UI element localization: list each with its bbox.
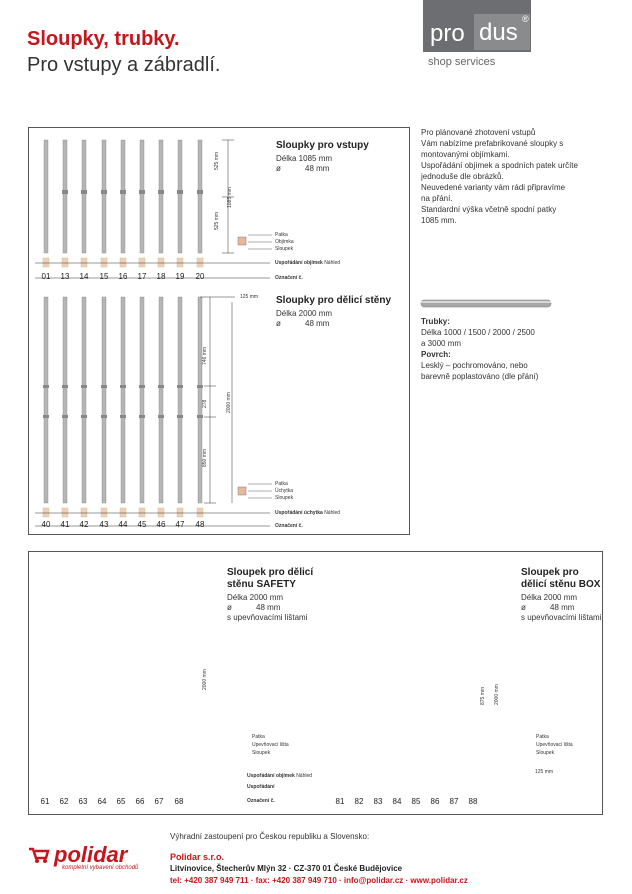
- box2-number: 45: [137, 520, 147, 529]
- box1-clamp: [177, 190, 183, 194]
- box1-preview-marker: [62, 258, 68, 267]
- box2-clip: [177, 385, 183, 388]
- box2-post: [178, 297, 182, 503]
- box2-row-label-1: Uspořádání úchytka Náhled: [275, 510, 341, 516]
- box2-preview-marker: [101, 508, 107, 517]
- box2-post: [82, 297, 86, 503]
- box2-number: 42: [79, 520, 89, 529]
- box-title-2: dělicí stěnu BOX: [521, 579, 601, 590]
- box2-clip: [139, 385, 145, 388]
- box2-dim-b: 278: [202, 399, 208, 408]
- box1-number: 16: [118, 272, 128, 281]
- box2-dim-c: 850 mm: [202, 448, 208, 467]
- footer-address: Litvínovice, Štecherův Mlýn 32 · CZ-370 01 České Budějovice: [170, 864, 403, 873]
- box2-legend-1: Úchytka: [275, 488, 294, 494]
- box2-post: [121, 297, 125, 503]
- safety-number: 63: [78, 797, 88, 806]
- box1-clamp: [120, 190, 126, 194]
- box2-legend-swatch: [238, 487, 246, 495]
- box2-clip: [43, 385, 49, 388]
- safety-legend-1: Upevňovací lišta: [252, 742, 289, 748]
- box1-dim-bottom: 525 mm: [214, 211, 220, 230]
- box2-title: Sloupky pro dělicí stěny: [276, 295, 392, 306]
- safety-title-2: stěnu SAFETY: [227, 579, 296, 590]
- box2-clip: [81, 415, 87, 418]
- box1-number: 13: [60, 272, 70, 281]
- box1-legend-swatch: [238, 237, 246, 245]
- box1-preview-marker: [139, 258, 145, 267]
- safety-dim: 2000 mm: [202, 669, 208, 690]
- box2-clip: [101, 415, 107, 418]
- box1-clamp: [139, 190, 145, 194]
- box2-clip: [158, 385, 164, 388]
- box1-posts: [43, 140, 203, 267]
- box1-title: Sloupky pro vstupy: [276, 140, 369, 151]
- info-paragraph: Pro plánované zhotovení vstupů Vám nabízíme prefabrikované sloupky s montovanými objímkami. Uspořádání objímek a spodních patek určíte jednoduše dle obrázků. Neuvedené varianty vám rádi připravíme na přání. Standardní výška včetně spodní patky 1085 mm.: [421, 128, 578, 225]
- box1-dim-total: 1085 mm: [227, 187, 233, 208]
- box2-clip: [81, 385, 87, 388]
- logo-subtitle: shop services: [428, 56, 496, 68]
- box-dim-total: 2000 mm: [494, 684, 500, 705]
- box2-preview-marker: [177, 508, 183, 517]
- box2-clip: [120, 385, 126, 388]
- box2-dim-total: 2000 mm: [226, 392, 232, 413]
- box1-preview-marker: [177, 258, 183, 267]
- box1-post: [121, 140, 125, 253]
- box1-clamp: [62, 190, 68, 194]
- box-legend-1: Upevňovací lišta: [536, 742, 573, 748]
- box2-clip: [43, 415, 49, 418]
- box1-length: Délka 1085 mm: [276, 154, 333, 163]
- box1-post: [198, 140, 202, 253]
- safety-legend-0: Patka: [252, 734, 265, 740]
- safety-number: 64: [97, 797, 107, 806]
- footer-contact: tel: +420 387 949 711 · fax: +420 387 949 710 · info@polidar.cz · www.polidar.cz: [170, 876, 468, 885]
- safety-diam: 48 mm: [256, 603, 281, 612]
- box2-post: [44, 297, 48, 503]
- safety-number: 67: [154, 797, 164, 806]
- box-number: 84: [392, 797, 402, 806]
- box2-dim-top: 125 mm: [240, 294, 259, 300]
- safety-legend-2: Sloupek: [252, 750, 271, 756]
- box1-clamp: [158, 190, 164, 194]
- box2-preview-marker: [81, 508, 87, 517]
- box-title-1: Sloupek pro: [521, 567, 579, 578]
- box2-clip: [139, 415, 145, 418]
- footer-represent: Výhradní zastoupení pro Českou republiku a Slovensko:: [170, 832, 370, 841]
- box1-legend-1: Objímka: [275, 239, 294, 245]
- box-dim-a: 875 mm: [480, 686, 486, 705]
- safety-diam-symbol: ø: [227, 603, 232, 612]
- box1-post: [159, 140, 163, 253]
- box1-dim-top: 525 mm: [214, 151, 220, 170]
- box1-legend-2: Sloupek: [275, 246, 294, 252]
- box-number: 85: [411, 797, 421, 806]
- safety-number: 61: [40, 797, 50, 806]
- box2-number: 41: [60, 520, 70, 529]
- panel-safety-box: [28, 551, 603, 815]
- box1-row-label-1: Uspořádání objímek Náhled: [275, 260, 341, 266]
- box1-post: [63, 140, 67, 253]
- box1-diameter: 48 mm: [305, 164, 330, 173]
- safety-number: 65: [116, 797, 126, 806]
- box2-clip: [177, 415, 183, 418]
- box1-number: 18: [156, 272, 166, 281]
- box1-post: [44, 140, 48, 253]
- box-number: 81: [335, 797, 345, 806]
- box2-length: Délka 2000 mm: [276, 309, 333, 318]
- box2-post: [140, 297, 144, 503]
- box2-clip: [197, 415, 203, 418]
- box-note: s upevňovacími lištami: [521, 613, 602, 622]
- box-length: Délka 2000 mm: [521, 593, 578, 602]
- box-diam-symbol: ø: [521, 603, 526, 612]
- box2-dim-a: 746 mm: [202, 346, 208, 365]
- box-dim-bottom: 125 mm: [535, 769, 554, 775]
- box1-number: 20: [195, 272, 205, 281]
- box2-clip: [120, 415, 126, 418]
- box2-preview-marker: [43, 508, 49, 517]
- safety-length: Délka 2000 mm: [227, 593, 284, 602]
- box-number: 83: [373, 797, 383, 806]
- box-diam: 48 mm: [550, 603, 575, 612]
- box1-diam-symbol: ø: [276, 164, 281, 173]
- box1-number: 17: [137, 272, 147, 281]
- box1-number: 01: [41, 272, 51, 281]
- box2-diameter: 48 mm: [305, 319, 330, 328]
- box2-legend-2: Sloupek: [275, 495, 294, 501]
- box2-post: [159, 297, 163, 503]
- box-number: 88: [468, 797, 478, 806]
- box2-number: 46: [156, 520, 166, 529]
- box2-number: 40: [41, 520, 51, 529]
- box1-preview-marker: [120, 258, 126, 267]
- box2-preview-marker: [197, 508, 203, 517]
- box1-clamp: [197, 190, 203, 194]
- safety-note: s upevňovacími lištami: [227, 613, 308, 622]
- safety-title-1: Sloupek pro dělicí: [227, 567, 314, 578]
- box2-posts: [43, 297, 203, 517]
- polidar-logo: polidar: [54, 842, 128, 867]
- polidar-cart-icon: [28, 846, 50, 864]
- safety-number: 62: [59, 797, 69, 806]
- box2-preview-marker: [139, 508, 145, 517]
- box1-post: [82, 140, 86, 253]
- box2-clip: [62, 415, 68, 418]
- box2-clip: [158, 415, 164, 418]
- box2-clip: [101, 385, 107, 388]
- box1-preview-marker: [43, 258, 49, 267]
- box1-clamp: [101, 190, 107, 194]
- box1-post: [178, 140, 182, 253]
- box2-clip: [197, 385, 203, 388]
- box1-number: 15: [99, 272, 109, 281]
- page-title: Sloupky, trubky.: [27, 28, 180, 50]
- logo-text-dus: dus: [479, 19, 518, 46]
- logo-registered: ®: [522, 14, 529, 24]
- safety-number: 66: [135, 797, 145, 806]
- box2-post: [102, 297, 106, 503]
- box2-preview-marker: [62, 508, 68, 517]
- box2-diam-symbol: ø: [276, 319, 281, 328]
- safety-number: 68: [174, 797, 184, 806]
- box2-row-label-2: Označení č.: [275, 523, 303, 529]
- box-number: 82: [354, 797, 364, 806]
- box-number: 87: [449, 797, 459, 806]
- info-tubes: Trubky: Délka 1000 / 1500 / 2000 / 2500 a 3000 mm Povrch: Lesklý – pochromováno, nebo barevně poplastováno (dle přání): [421, 317, 539, 381]
- box-legend-2: Sloupek: [536, 750, 555, 756]
- box2-number: 48: [195, 520, 205, 529]
- box1-clamp: [81, 190, 87, 194]
- logo-text-pro: pro: [430, 20, 465, 47]
- box2-post: [63, 297, 67, 503]
- box-number: 86: [430, 797, 440, 806]
- box2-preview-marker: [120, 508, 126, 517]
- box3-row-label-3: Označení č.: [247, 798, 275, 804]
- box3-row-label-2: Uspořádání: [247, 784, 275, 790]
- box1-preview-marker: [81, 258, 87, 267]
- box2-legend-0: Patka: [275, 481, 288, 487]
- box1-preview-marker: [101, 258, 107, 267]
- box1-post: [140, 140, 144, 253]
- box2-number: 47: [175, 520, 185, 529]
- box2-clip: [62, 385, 68, 388]
- box1-number: 19: [175, 272, 185, 281]
- box1-preview-marker: [197, 258, 203, 267]
- polidar-subtitle: kompletní vybavení obchodů: [62, 865, 139, 871]
- footer-company: Polidar s.r.o.: [170, 852, 225, 862]
- box1-preview-marker: [158, 258, 164, 267]
- box3-row-label-1: Uspořádání objímek Náhled: [247, 773, 313, 779]
- box1-post: [102, 140, 106, 253]
- page-subtitle: Pro vstupy a zábradlí.: [27, 54, 221, 76]
- box-legend-0: Patka: [536, 734, 549, 740]
- box2-preview-marker: [158, 508, 164, 517]
- box1-row-label-2: Označení č.: [275, 275, 303, 281]
- box1-number: 14: [79, 272, 89, 281]
- box1-legend-0: Patka: [275, 232, 288, 238]
- box2-number: 43: [99, 520, 109, 529]
- box2-number: 44: [118, 520, 128, 529]
